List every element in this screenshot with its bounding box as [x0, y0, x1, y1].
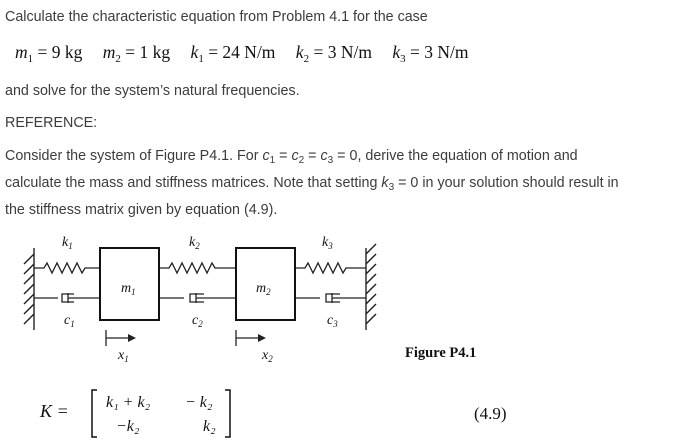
problem-line-1: Calculate the characteristic equation from Problem 4.1 for the case [5, 9, 428, 25]
matrix-a22: k₂ [203, 418, 216, 435]
equation-lhs: K = [40, 401, 69, 421]
label-c3: $c_3$ [327, 313, 338, 329]
param-k3: $k_3 = 3$ N/m [392, 42, 469, 65]
spring-k3 [295, 263, 366, 273]
damper-c1 [34, 293, 100, 303]
reference-line-3: the stiffness matrix given by equation (4.9). [5, 202, 278, 218]
left-wall [24, 248, 34, 330]
equation-number: (4.9) [474, 404, 507, 423]
figure-caption: Figure P4.1 [405, 345, 477, 361]
bracket-right [225, 390, 230, 437]
param-m1: $m_1 = 9$ kg [15, 42, 83, 65]
matrix-a21: −k₂ [116, 418, 140, 435]
reference-label: REFERENCE: [5, 115, 98, 131]
label-k3: $k_3$ [322, 235, 333, 251]
label-k2: $k_2$ [189, 235, 200, 251]
label-m1: $m_1$ [121, 281, 136, 297]
param-k2: $k_2 = 3$ N/m [295, 42, 372, 65]
equation-4-9 [39, 390, 507, 437]
problem-line-2: and solve for the system’s natural frequencies. [5, 83, 300, 99]
label-x2: $x_2$ [262, 348, 273, 364]
spring-k2 [159, 263, 236, 273]
damper-c3 [295, 293, 366, 303]
matrix-a12: − k₂ [185, 394, 213, 411]
bracket-left [92, 390, 97, 437]
arrow-x2 [236, 330, 266, 346]
right-wall [366, 244, 376, 330]
label-c1: $c_1$ [64, 313, 75, 329]
figure-p4-1 [0, 226, 676, 447]
damper-c2 [159, 293, 236, 303]
param-k1: $k_1 = 24$ N/m [190, 42, 276, 65]
parameter-values [15, 42, 484, 65]
arrow-x1 [106, 330, 136, 346]
reference-line-2: calculate the mass and stiffness matrices. Note that setting $k_3 = 0$ in your solution should result in [5, 175, 619, 193]
label-x1: $x_1$ [118, 348, 129, 364]
spring-k1 [34, 263, 100, 273]
matrix-a11: k₁ + k₂ [106, 394, 151, 411]
reference-line-1: Consider the system of Figure P4.1. For $c_1 = c_2 = c_3 = 0$, derive the equation of motion and [5, 148, 578, 166]
label-m2: $m_2$ [256, 281, 271, 297]
param-m2: $m_2 = 1$ kg [102, 42, 171, 65]
label-k1: $k_1$ [62, 235, 73, 251]
label-c2: $c_2$ [192, 313, 203, 329]
